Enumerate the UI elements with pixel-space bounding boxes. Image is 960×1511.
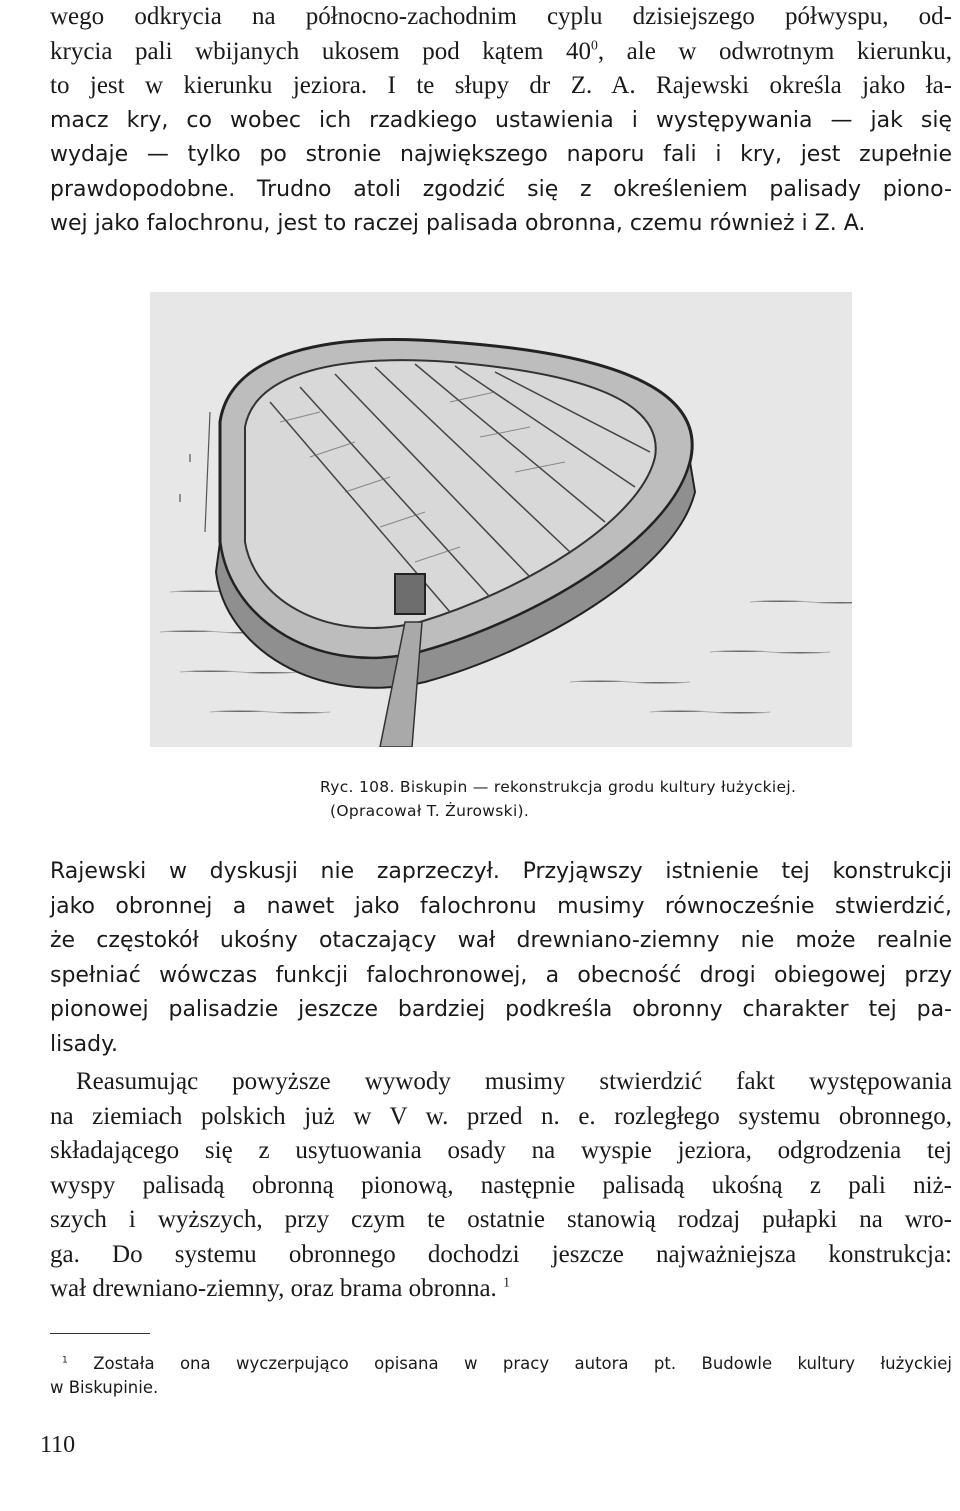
caption-line-2: (Opracował T. Żurowski). [330,802,530,820]
text-line: Reasumując powyższe wywody musimy stwierdzić fakt występowania [76,1068,952,1095]
text-line-end: , ale w odwrotnym kierunku, [597,37,952,65]
footnote-marker: 1 [62,1355,68,1366]
text-line [50,35,952,70]
text-line: prawdopodobne. Trudno atoli zgodzić się z określeniem palisady piono- [50,176,952,202]
footnote-divider [50,1333,150,1334]
footnote [50,1352,952,1400]
text-line: na ziemiach polskich już w V w. przed n. e. rozległego systemu obronnego, [50,1102,952,1130]
page-number: 110 [40,1432,76,1458]
text-line: wego odkrycia na północno-zachodnim cyplu dzisiejszego półwyspu, od- [50,3,952,30]
paragraph-1 [50,0,952,242]
text-line: Rajewski w dyskusji nie zaprzeczył. Przyjąwszy istnienie tej konstrukcji [50,859,952,884]
text-line: wej jako falochronu, jest to raczej palisada obronna, czemu również i Z. A. [50,211,866,236]
footnote-reference[interactable]: 1 [503,1274,510,1290]
footnote-line-1 [50,1352,952,1376]
text-line: szych i wyższych, przy czym te ostatnie stanowią rodzaj pułapki na wro- [50,1206,952,1233]
text-line: lisady. [50,1031,119,1057]
text-line: to jest w kierunku jeziora. I te słupy dr Z. A. Rajewski określa jako ła- [50,72,952,99]
figure-caption [320,775,796,823]
text-line: ga. Do systemu obronnego dochodzi jeszcze najważniejsza konstrukcja: [50,1240,952,1268]
text-line: pionowej palisadzie jeszcze bardziej podkreśla obronny charakter tej pa- [50,997,952,1022]
text-line: wydaje — tylko po stronie największego naporu fali i kry, jest zupełnie [50,142,952,167]
text-line: macz kry, co wobec ich rzadkiego ustawienia i występywania — jak się [50,107,952,133]
text-line [50,1272,952,1307]
paragraph-3 [50,1065,952,1307]
text-line: że częstokół ukośny otaczający wał drewniano-ziemny nie może realnie [50,928,952,953]
degree-mark: 0 [590,37,598,53]
footnote-text: Została ona wyczerpująco opisana w pracy autora pt. Budowle kultury łużyckiej [93,1354,952,1373]
text-line: spełniać wówczas funkcji falochronowej, a obecność drogi obiegowej przy [50,962,952,988]
footnote-line-2: w Biskupinie. [50,1378,159,1397]
text-line: składającego się z usytuowania osady na wyspie jeziora, odgrodzenia tej [50,1137,952,1164]
text-line: wyspy palisadą obronną pionową, następnie palisadą ukośną z pali niż- [50,1171,952,1199]
biskupin-illustration [150,292,852,747]
text-line-start: krycia pali wbijanych ukosem pod kątem 40 [50,37,591,65]
text-line-content: wał drewniano-ziemny, oraz brama obronna. [50,1275,497,1302]
text-line: jako obronnej a nawet jako falochronu musimy równocześnie stwierdzić, [50,893,952,919]
caption-line-1: Ryc. 108. Biskupin — rekonstrukcja grodu kultury łużyckiej. [320,778,797,796]
paragraph-2 [50,855,952,1062]
